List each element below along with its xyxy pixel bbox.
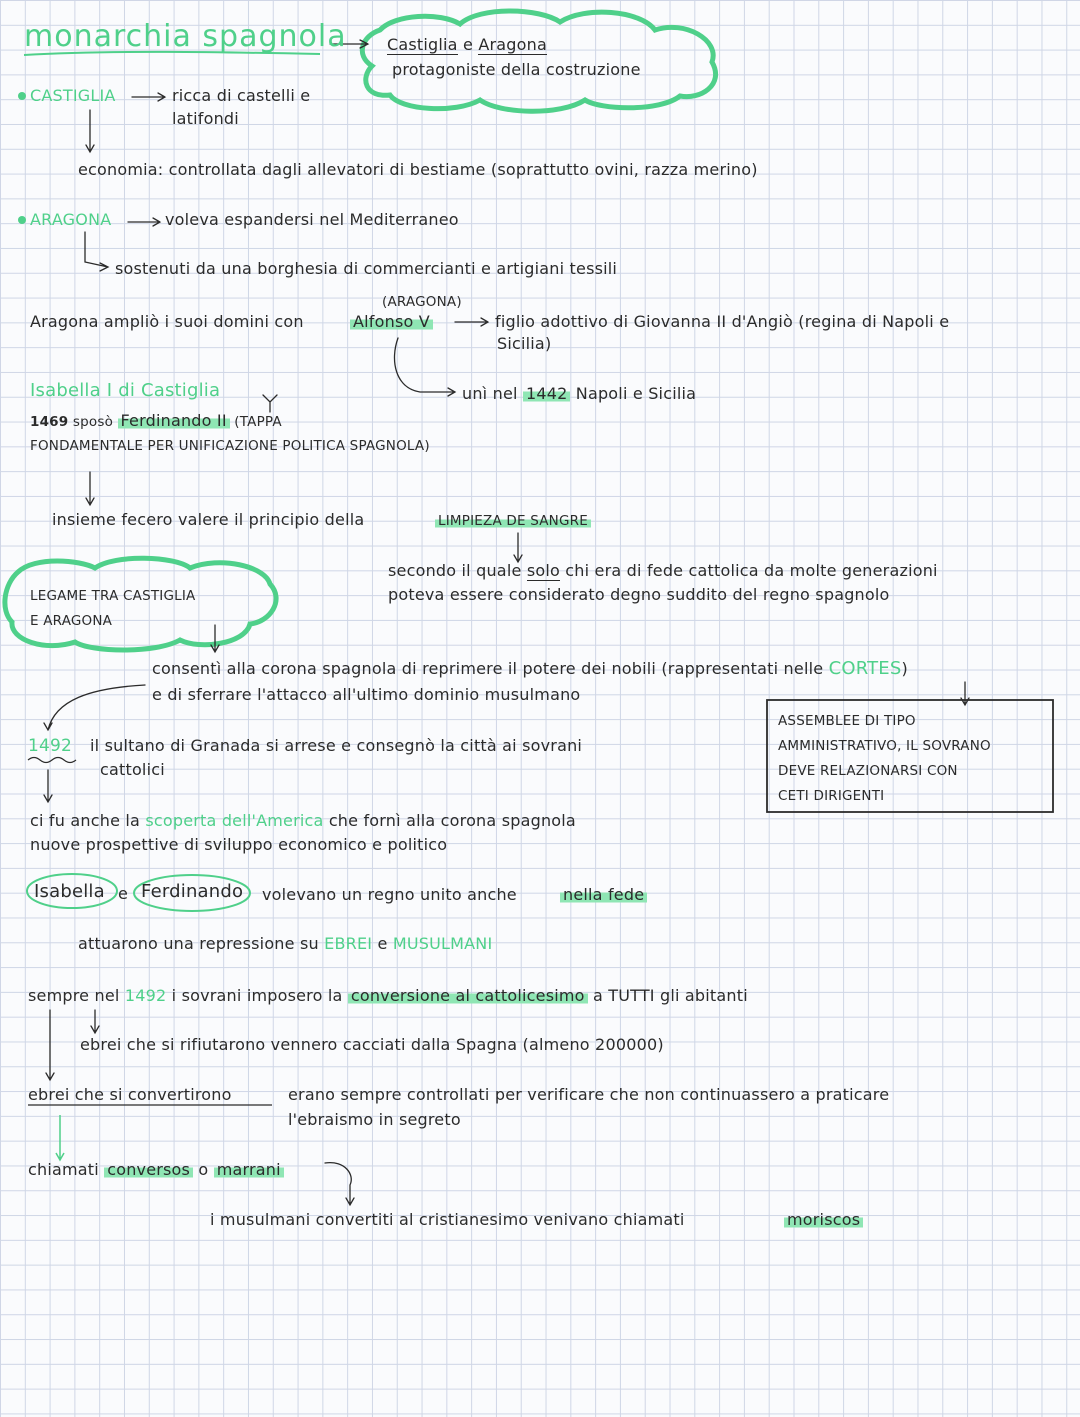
conv-year: 1492 bbox=[124, 986, 167, 1005]
castiglia-text1: ricca di castelli e bbox=[172, 86, 311, 105]
granada-year: 1492 bbox=[28, 736, 73, 756]
limpieza-name bbox=[435, 511, 591, 531]
conversos-highlight: conversos bbox=[104, 1160, 193, 1179]
bullet-icon bbox=[18, 216, 26, 224]
alfonso-above: (ARAGONA) bbox=[382, 294, 462, 310]
castiglia-text2: latifondi bbox=[172, 109, 239, 128]
limpieza-def2: poteva essere considerato degno suddito del regno spagnolo bbox=[388, 585, 890, 604]
ferdinando-highlight: Ferdinando II bbox=[118, 411, 230, 430]
controllati-text: erano sempre controllati per verificare che non continuassero a praticare bbox=[288, 1085, 890, 1104]
conv-pre: sempre nel bbox=[28, 986, 120, 1005]
moriscos-highlight: moriscos bbox=[784, 1210, 863, 1229]
alfonso-text1: figlio adottivo di Giovanna II d'Angiò (regina di Napoli e bbox=[495, 312, 950, 331]
conversione-line bbox=[28, 986, 748, 1006]
alfonso-name bbox=[350, 312, 433, 332]
union-pre: unì nel bbox=[462, 384, 518, 403]
limpieza-highlight: LIMPIEZA DE SANGRE bbox=[435, 513, 591, 529]
granada-text2: cattolici bbox=[100, 760, 165, 779]
def-solo: solo bbox=[526, 561, 560, 580]
repressione-line bbox=[78, 934, 492, 954]
fede-text: volevano un regno unito anche bbox=[262, 885, 517, 904]
limpieza-pre: insieme fecero valere il principio della bbox=[52, 510, 365, 529]
cloud-top-line2: protagoniste della costruzione bbox=[392, 60, 641, 79]
moriscos-wrap bbox=[784, 1210, 863, 1230]
alfonso-text2: Sicilia) bbox=[497, 334, 552, 353]
or-word: o bbox=[198, 1160, 209, 1179]
repressione-text: attuarono una repressione su bbox=[78, 934, 319, 953]
def-a: secondo il quale bbox=[388, 561, 522, 580]
box-line3: DEVE RELAZIONARSI CON bbox=[778, 763, 958, 779]
conv-post: a TUTTI gli abitanti bbox=[592, 986, 748, 1005]
corona-text: consentì alla corona spagnola di reprimere il potere dei nobili (rappresentati nelle bbox=[152, 659, 824, 678]
conv-highlight: conversione al cattolicesimo bbox=[348, 986, 588, 1005]
corona-line2: e di sferrare l'attacco all'ultimo dominio musulmano bbox=[152, 685, 581, 704]
legame-line2: E ARAGONA bbox=[30, 613, 113, 629]
segreto-text: l'ebraismo in segreto bbox=[288, 1110, 461, 1129]
box-line4: CETI DIRIGENTI bbox=[778, 788, 885, 804]
isabella-line1: Isabella I di Castiglia bbox=[30, 380, 221, 401]
ebrei-convertirono: ebrei che si convertirono bbox=[28, 1085, 232, 1104]
isabella-marriage bbox=[30, 411, 282, 432]
and-word: e bbox=[462, 35, 474, 54]
marriage-year: 1469 bbox=[30, 414, 69, 430]
castiglia-word: Castiglia bbox=[387, 35, 458, 54]
isabella-tappa2: FONDAMENTALE PER UNIFICAZIONE POLITICA SPAGNOLA) bbox=[30, 438, 430, 454]
castiglia-economy: economia: controllata dagli allevatori di bestiame (soprattutto ovini, razza merino) bbox=[78, 160, 758, 179]
castiglia-label: CASTIGLIA bbox=[30, 86, 116, 105]
cloud-top-line1 bbox=[387, 35, 547, 55]
alfonso-prefix: Aragona ampliò i suoi domini con bbox=[30, 312, 304, 331]
union-post: Napoli e Sicilia bbox=[575, 384, 697, 403]
america-line2: nuove prospettive di sviluppo economico e politico bbox=[30, 835, 448, 854]
musulmani-convertiti: i musulmani convertiti al cristianesimo venivano chiamati bbox=[210, 1210, 685, 1229]
def-b: chi era di fede cattolica da molte generazioni bbox=[565, 561, 938, 580]
america-post: che fornì alla corona spagnola bbox=[328, 811, 576, 830]
union-year: 1442 bbox=[523, 384, 571, 403]
fede-and: e bbox=[118, 884, 129, 903]
legame-line1: LEGAME TRA CASTIGLIA bbox=[30, 588, 196, 604]
fede-highlight: nella fede bbox=[560, 885, 647, 904]
aragona-text: voleva espandersi nel Mediterraneo bbox=[165, 210, 459, 229]
corona-close: ) bbox=[901, 659, 908, 678]
ferdinando-circled: Ferdinando bbox=[141, 881, 244, 902]
america-pre: ci fu anche la bbox=[30, 811, 141, 830]
box-line1: ASSEMBLEE DI TIPO bbox=[778, 713, 916, 729]
alfonso-highlight: Alfonso V bbox=[350, 312, 433, 331]
america-line1 bbox=[30, 811, 576, 831]
granada-text1: il sultano di Granada si arrese e consegnò la città ai sovrani bbox=[90, 736, 583, 755]
chiamati-word: chiamati bbox=[28, 1160, 99, 1179]
nomi-line bbox=[28, 1160, 284, 1180]
alfonso-union bbox=[462, 384, 696, 404]
conv-mid: i sovrani imposero la bbox=[171, 986, 343, 1005]
married-word: sposò bbox=[72, 414, 114, 430]
limpieza-def1 bbox=[388, 561, 938, 581]
corona-line1 bbox=[152, 659, 908, 679]
bullet-icon bbox=[18, 92, 26, 100]
marrani-highlight: marrani bbox=[214, 1160, 284, 1179]
musulmani-word: MUSULMANI bbox=[392, 934, 493, 953]
cortes-word: CORTES bbox=[828, 658, 902, 679]
ebrei-word: EBREI bbox=[324, 934, 373, 953]
america-highlight: scoperta dell'America bbox=[145, 811, 324, 830]
page-title: monarchia spagnola bbox=[24, 19, 347, 54]
isabella-circled: Isabella bbox=[34, 881, 105, 902]
tappa-start: (TAPPA bbox=[234, 414, 282, 430]
aragona-word: Aragona bbox=[478, 35, 547, 54]
and-word-2: e bbox=[377, 934, 388, 953]
aragona-sub: sostenuti da una borghesia di commercianti e artigiani tessili bbox=[115, 259, 618, 278]
aragona-label: ARAGONA bbox=[30, 210, 112, 229]
fede-highlight-wrap bbox=[560, 885, 647, 905]
ebrei-rifiutarono: ebrei che si rifiutarono vennero cacciati dalla Spagna (almeno 200000) bbox=[80, 1035, 664, 1054]
box-line2: AMMINISTRATIVO, IL SOVRANO bbox=[778, 738, 991, 754]
